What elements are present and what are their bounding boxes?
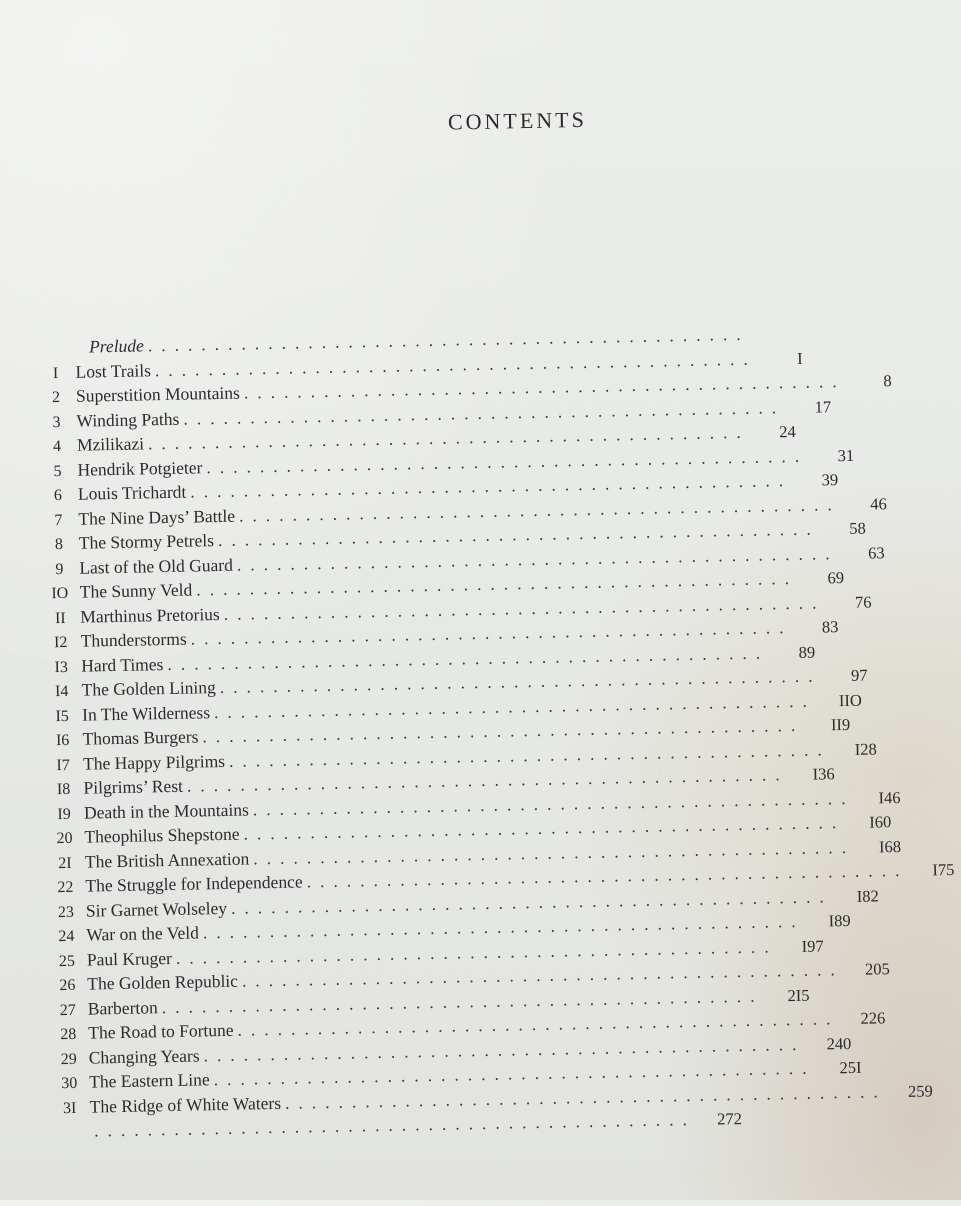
dot-leader: ............................................. — [190, 468, 792, 504]
dot-leader: ............................................. — [239, 492, 841, 528]
dot-leader: ............................................. — [253, 785, 855, 821]
chapter-title: The Golden Lining — [81, 675, 220, 702]
dot-leader: ............................................. — [237, 541, 839, 577]
dot-leader: ............................................. — [218, 516, 820, 552]
chapter-number: I5 — [42, 704, 82, 729]
chapter-title: The Struggle for Independence — [85, 869, 307, 898]
chapter-number: I6 — [42, 729, 82, 754]
chapter-title: Marthinus Pretorius — [80, 601, 224, 628]
page-number: I36 — [788, 762, 834, 787]
page-number: 69 — [798, 566, 844, 591]
dot-leader: ............................................. — [196, 566, 798, 602]
page-number: 76 — [825, 590, 871, 615]
chapter-number: 26 — [47, 974, 87, 999]
chapter-number: 29 — [49, 1047, 89, 1072]
chapter-number: I — [35, 361, 75, 386]
chapter-title: The Nine Days’ Battle — [78, 503, 239, 531]
chapter-number: 9 — [39, 557, 79, 582]
page-number: I60 — [845, 810, 891, 835]
dot-leader: ............................................. — [187, 762, 789, 798]
page-number: 83 — [792, 615, 838, 640]
chapter-title: Thomas Burgers — [82, 724, 202, 751]
dot-leader: ............................................. — [94, 1107, 696, 1143]
dot-leader: ............................................. — [306, 858, 908, 894]
page-number: 272 — [696, 1107, 742, 1132]
page-number: 63 — [838, 541, 884, 566]
dot-leader: ............................................. — [243, 810, 845, 846]
page-number: 205 — [844, 957, 890, 982]
page-number — [750, 339, 796, 340]
chapter-number: 20 — [44, 827, 84, 852]
dot-leader: ............................................. — [253, 834, 855, 870]
chapter-title: Theophilus Shepstone — [84, 822, 244, 850]
page-number: 8 — [845, 369, 891, 394]
page-number: 58 — [820, 517, 866, 542]
chapter-title: Changing Years — [89, 1043, 204, 1070]
chapter-title: Sir Garnet Wolseley — [86, 895, 232, 922]
page-number: I89 — [804, 909, 850, 934]
chapter-number: I9 — [44, 802, 84, 827]
chapter-title: Pilgrims’ Rest — [83, 774, 187, 800]
chapter-title: In The Wilderness — [82, 700, 214, 727]
chapter-title: Death in the Mountains — [84, 797, 253, 825]
chapter-title: The British Annexation — [85, 846, 254, 874]
page-number: 240 — [805, 1031, 851, 1056]
chapter-number: I7 — [43, 753, 83, 778]
page-number: 39 — [792, 468, 838, 493]
page-number: I28 — [831, 737, 877, 762]
dot-leader: ............................................. — [229, 737, 831, 773]
chapter-title: The Golden Republic — [87, 969, 242, 996]
chapter-number: 22 — [45, 876, 85, 901]
dot-leader: ............................................. — [220, 663, 822, 699]
page-number: IIO — [816, 688, 862, 713]
chapter-title: Hard Times — [81, 652, 168, 678]
chapter-number: 24 — [46, 925, 86, 950]
dot-leader: ............................................. — [148, 322, 750, 358]
page-number: 259 — [887, 1079, 933, 1104]
chapter-number: I4 — [41, 680, 81, 705]
dot-leader: ............................................. — [183, 395, 785, 431]
chapter-title: The Stormy Petrels — [79, 528, 219, 555]
page-number: 97 — [821, 664, 867, 689]
dot-leader: ............................................. — [285, 1079, 887, 1115]
dot-leader: ............................................. — [167, 640, 769, 676]
chapter-number: 7 — [38, 508, 78, 533]
chapter-title: Superstition Mountains — [76, 381, 244, 409]
page-number: I75 — [908, 858, 954, 883]
chapter-number: 30 — [49, 1072, 89, 1097]
chapter-number: 2I — [45, 851, 85, 876]
contents-heading: CONTENTS — [448, 107, 587, 136]
table-of-contents — [35, 325, 600, 1144]
page-number: I97 — [777, 934, 823, 959]
page-number: 24 — [750, 420, 796, 445]
chapter-number: IO — [40, 582, 80, 607]
chapter-title: The Road to Fortune — [88, 1018, 238, 1045]
page-number: 226 — [839, 1006, 885, 1031]
chapter-title: Barberton — [88, 995, 162, 1021]
chapter-number: 3 — [36, 410, 76, 435]
chapter-number: I2 — [41, 631, 81, 656]
chapter-title: Louis Trichardt — [78, 480, 191, 507]
chapter-number: 2 — [36, 386, 76, 411]
chapter-number: 8 — [39, 533, 79, 558]
chapter-number: 25 — [47, 949, 87, 974]
dot-leader: ............................................. — [176, 934, 778, 970]
dot-leader: ............................................. — [231, 884, 833, 920]
chapter-number — [35, 353, 75, 354]
dot-leader: ............................................. — [202, 713, 804, 749]
chapter-title: War on the Veld — [86, 920, 203, 947]
dot-leader: ............................................. — [213, 1056, 815, 1092]
dot-leader: ............................................. — [162, 983, 764, 1019]
page-number: 17 — [785, 395, 831, 420]
dot-leader: ............................................. — [244, 369, 846, 405]
chapter-title: Hendrik Potgieter — [77, 455, 206, 482]
dot-leader: ............................................. — [242, 957, 844, 993]
chapter-title: Winding Paths — [76, 406, 183, 433]
page-number: I — [756, 346, 802, 371]
chapter-title: The Sunny Veld — [80, 577, 197, 604]
page-number: 46 — [841, 492, 887, 517]
chapter-number: 28 — [48, 1023, 88, 1048]
chapter-number: 5 — [37, 459, 77, 484]
page-number: II9 — [804, 713, 850, 738]
page-number: 31 — [808, 443, 854, 468]
chapter-title: Last of the Old Guard — [79, 552, 237, 580]
page-number: 25I — [815, 1056, 861, 1081]
dot-leader: ............................................. — [190, 615, 792, 651]
dot-leader: ............................................. — [148, 420, 750, 456]
dot-leader: ............................................. — [203, 1031, 805, 1067]
page-number: 89 — [769, 640, 815, 665]
chapter-number: 23 — [46, 900, 86, 925]
chapter-title: Thunderstorms — [81, 627, 191, 654]
chapter-title: The Happy Pilgrims — [83, 748, 229, 775]
chapter-title: The Eastern Line — [89, 1067, 214, 1094]
chapter-number — [50, 1137, 90, 1138]
chapter-number: 3I — [49, 1096, 89, 1121]
chapter-title: Mzilikazi — [77, 431, 149, 457]
chapter-number: I8 — [43, 778, 83, 803]
page-number: I68 — [855, 834, 901, 859]
chapter-number: 4 — [37, 435, 77, 460]
chapter-number: I3 — [41, 655, 81, 680]
dot-leader: ............................................. — [203, 909, 805, 945]
chapter-number: II — [40, 606, 80, 631]
dot-leader: ............................................. — [206, 443, 808, 479]
page-number: 2I5 — [763, 983, 809, 1008]
dot-leader: ............................................. — [155, 346, 757, 382]
dot-leader: ............................................. — [214, 688, 816, 724]
page-number: I82 — [833, 884, 879, 909]
chapter-title: The Ridge of White Waters — [89, 1090, 285, 1118]
page-number: I46 — [854, 785, 900, 810]
chapter-number: 27 — [48, 998, 88, 1023]
chapter-title: Paul Kruger — [87, 945, 177, 971]
chapter-title: Lost Trails — [75, 358, 155, 384]
dot-leader: ............................................. — [224, 590, 826, 626]
chapter-number: 6 — [38, 484, 78, 509]
dot-leader: ............................................. — [237, 1006, 839, 1042]
prelude-label: Prelude — [75, 333, 148, 359]
